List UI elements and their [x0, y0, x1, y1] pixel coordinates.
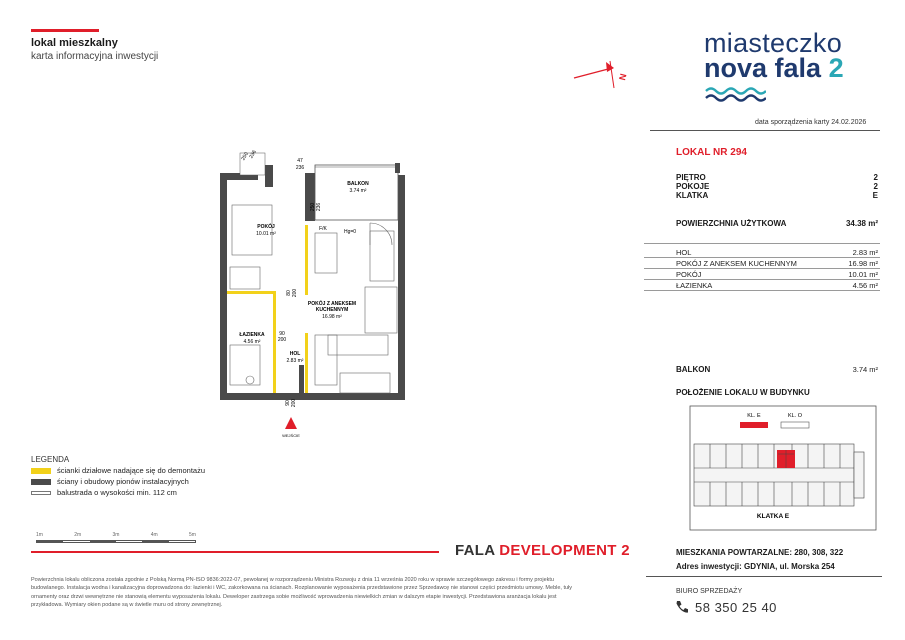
logo-number: 2: [828, 53, 844, 83]
legend-label: ściany i obudowy pionów instalacyjnych: [57, 477, 189, 486]
legend-swatch-white: [31, 491, 51, 495]
divider: [650, 130, 880, 131]
door-dim-h: 236: [316, 202, 322, 212]
door-dim-b: 200: [292, 288, 298, 298]
divider: [644, 257, 880, 258]
removable-walls: [227, 225, 308, 393]
door-dim-e: 90: [285, 400, 291, 406]
brand-development: DEVELOPMENT 2: [499, 542, 630, 559]
door-dim-f: 200: [291, 398, 297, 408]
room-label-lazienka: ŁAZIENKA: [239, 332, 265, 338]
staircase-label: KLATKA: [676, 191, 709, 200]
legend-item: [31, 487, 205, 498]
legend-label: balustrada o wysokości min. 112 cm: [57, 488, 177, 497]
rooms-label: POKOJE: [676, 182, 710, 191]
phone-icon: [674, 600, 688, 614]
building-position-plan: [688, 404, 878, 532]
investment-address: Adres inwestycji: GDYNIA, ul. Morska 254: [676, 562, 835, 571]
area-value: 34.38 m²: [845, 219, 878, 228]
room-area-pokoj: 10.01 m²: [256, 231, 276, 237]
scale-tick: 2m: [74, 532, 82, 538]
balcony-area-label: 3.74 m²: [349, 188, 367, 194]
staircase-o-marker: [781, 422, 809, 428]
room-name: HOL: [676, 248, 692, 257]
legend-item: [31, 476, 205, 487]
position-label: POŁOŻENIE LOKALU W BUDYNKU: [676, 388, 810, 397]
legend-swatch-yellow: [31, 468, 51, 474]
logo-line2-wrap: [704, 55, 854, 82]
room-area: 4.56 m²: [852, 281, 878, 290]
brand: [455, 542, 630, 559]
sales-office-label: BIURO SPRZEDAŻY: [676, 588, 743, 595]
room-name: POKÓJ: [676, 270, 702, 279]
room-area-hol: 2.83 m²: [286, 358, 304, 364]
legend-title: LEGENDA: [31, 455, 70, 464]
page-title: lokal mieszkalny: [31, 37, 118, 49]
door-dim-g: 250: [310, 202, 316, 212]
entrance-icon: [285, 417, 297, 429]
floor-value: 2: [873, 173, 878, 182]
room-label-aneks-1: POKÓJ Z ANEKSEM: [307, 301, 357, 307]
scale-tick: 5m: [189, 532, 196, 538]
repeat-units: MIESZKANIA POWTARZALNE: 280, 308, 322: [676, 548, 844, 557]
room-label-pokoj: POKÓJ: [257, 224, 275, 230]
room-area: 2.83 m²: [852, 248, 878, 257]
brand-fala: FALA: [455, 542, 495, 559]
divider: [646, 576, 882, 577]
room-area-lazienka: 4.56 m²: [243, 339, 261, 345]
door-dim-j: 236: [295, 165, 305, 171]
unit-title: LOKAL NR 294: [676, 147, 747, 158]
floor-plan: [210, 145, 420, 445]
logo-waves-icon: [704, 86, 766, 102]
date-label: data sporządzenia karty 24.02.2026: [755, 119, 867, 126]
compass-label: N: [617, 72, 629, 82]
page-subtitle: karta informacyjna inwestycji: [31, 51, 159, 62]
rooms-value: 2: [873, 182, 878, 191]
scale-tick: 4m: [150, 532, 158, 538]
balcony-label: BALKON: [347, 181, 369, 187]
logo-line1: miasteczko: [704, 28, 843, 58]
staircase-e-marker: [740, 422, 768, 428]
legend-item: [31, 465, 205, 476]
scale-tick: 3m: [112, 532, 120, 538]
room-area: 10.01 m²: [848, 270, 878, 279]
door-dim-c: 90: [279, 331, 285, 337]
room-label-hol: HOL: [289, 351, 301, 357]
area-label: POWIERZCHNIA UŻYTKOWA: [676, 219, 787, 228]
room-name: POKÓJ Z ANEKSEM KUCHENNYM: [676, 259, 797, 268]
staircase-e-label: KL. E: [747, 413, 761, 419]
room-name: ŁAZIENKA: [676, 281, 713, 290]
balcony-label: BALKON: [676, 365, 711, 374]
building-caption: KLATKA E: [756, 513, 790, 520]
disclaimer: Powierzchnia lokalu obliczona została zgodnie z Polską Normą PN-ISO 9836:2022-07, pewołanej w rozporządzeniu Ministra Rozwoju z dnia 11 września 2020 roku w sprawie szczegółowego zakresu i formy projektu budowlanego. Instalacja wodna i kanalizacyjna doprowadzona do: łazienki i WC, zakorkowana na ścianach. Rozplanowanie wyposażenia przedstawione przez Sprzedawcę nie stanowi części przedmiotu umowy. Meble, tuły ornamenty oraz drzwi wewnętrzne nie stanowią elementu wyposażenia lokalu. Deweloper zastrzega sobie możliwość wprowadzenia niewielkich zmian w dalszym etapie inwestycji. Przedstawiona aranżacja lokalu jest przykładowa. Wymiary okien podane są w świetle muru od strony zewnętrznej.: [31, 577, 573, 608]
logo: [704, 30, 854, 107]
legend: [31, 465, 205, 498]
staircase-o-label: KL. O: [787, 413, 803, 419]
compass-north-icon: [570, 58, 630, 94]
scale-tick: 1m: [36, 532, 43, 538]
fk-label: F/K: [319, 226, 327, 232]
hg-label: Hg=0: [343, 229, 357, 235]
legend-swatch-gray: [31, 479, 51, 485]
scale-bar: [36, 532, 196, 543]
staircase-value: E: [872, 191, 878, 200]
divider: [644, 243, 880, 244]
door-dim-d: 200: [277, 337, 287, 343]
room-label-aneks-2: KUCHENNYM: [315, 307, 349, 313]
floor-label: PIĘTRO: [676, 173, 706, 182]
room-area: 16.98 m²: [848, 259, 878, 268]
door-dim-k: 250: [240, 151, 250, 162]
divider: [644, 268, 880, 269]
door-dim-l: 236: [248, 149, 258, 160]
entrance-label: WEJŚCIE: [282, 433, 300, 438]
phone-number[interactable]: 58 350 25 40: [695, 600, 777, 615]
logo-line2: nova fala: [704, 53, 822, 83]
door-dim-a: 80: [286, 290, 292, 296]
header-accent-bar: [31, 29, 99, 32]
door-dim-i: 47: [297, 158, 303, 164]
room-area-aneks: 16.98 m²: [322, 314, 342, 320]
footer-accent-line: [31, 551, 439, 553]
legend-label: ścianki działowe nadające się do demontażu: [57, 466, 206, 475]
divider: [644, 279, 880, 280]
balcony-value: 3.74 m²: [852, 365, 878, 374]
divider: [644, 290, 880, 291]
